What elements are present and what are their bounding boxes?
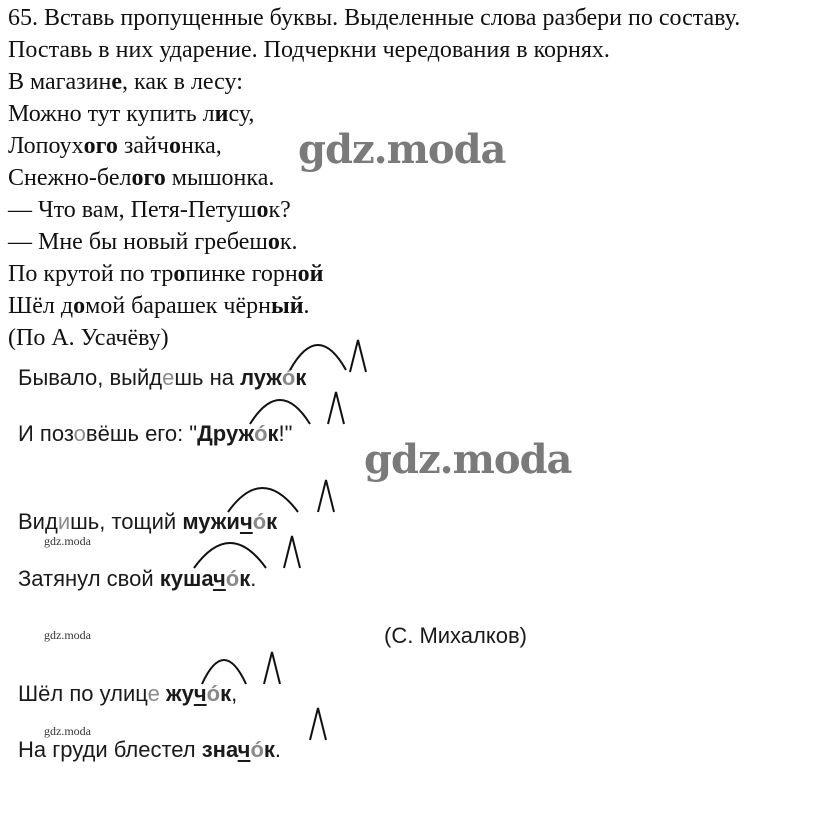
text: нка, bbox=[180, 133, 222, 159]
root-arc bbox=[228, 488, 298, 512]
text: шь на bbox=[174, 365, 241, 390]
poem1-author: (По А. Усачёву) bbox=[8, 325, 169, 351]
alternation-letter: ч bbox=[213, 566, 226, 591]
suffix-end: к bbox=[239, 566, 251, 591]
inserted-letter: ой bbox=[297, 261, 324, 287]
text: — Что вам, Петя-Петуш bbox=[8, 197, 257, 223]
text: Бывало, выйд bbox=[18, 365, 163, 390]
watermark-small: gdz.moda bbox=[44, 534, 91, 548]
text: — Мне бы новый гребеш bbox=[8, 229, 268, 255]
inserted-letter: е bbox=[147, 681, 160, 706]
suffix-caret bbox=[310, 708, 326, 740]
parsed-word-root: Друж bbox=[197, 421, 255, 446]
text: пинке горн bbox=[185, 261, 298, 287]
root-arc bbox=[290, 345, 346, 370]
text: вёшь его: " bbox=[85, 421, 198, 446]
inserted-letter: ого bbox=[83, 133, 118, 159]
parsed-word-root: луж bbox=[240, 365, 282, 390]
suffix-caret bbox=[284, 536, 300, 568]
task-title-line2: Поставь в них ударение. Подчеркни чередования в корнях. bbox=[8, 37, 610, 63]
text: к? bbox=[268, 197, 291, 223]
inserted-letter: е bbox=[111, 69, 123, 95]
root-arc bbox=[194, 543, 266, 568]
text: Лопоух bbox=[8, 133, 84, 159]
inserted-letter: ого bbox=[131, 165, 166, 191]
text: На груди блестел bbox=[18, 737, 202, 762]
text: , bbox=[231, 681, 238, 706]
text: В магазин bbox=[8, 69, 112, 95]
text: мой барашек чёрн bbox=[85, 293, 271, 319]
text: По крутой по тр bbox=[8, 261, 174, 287]
alternation-letter: ч bbox=[239, 509, 253, 534]
inserted-letter: о bbox=[168, 133, 181, 159]
text: . bbox=[303, 293, 310, 319]
inserted-letter: о bbox=[173, 261, 186, 287]
inserted-letter: и bbox=[57, 509, 71, 534]
text: И поз bbox=[18, 421, 74, 446]
suffix-end: к bbox=[267, 421, 279, 446]
text: шь, тощий bbox=[70, 509, 183, 534]
suffix-end: к bbox=[266, 509, 278, 534]
text: к. bbox=[279, 229, 298, 255]
parsed-word-root: мужи bbox=[182, 509, 240, 534]
text: Можно тут купить л bbox=[8, 101, 215, 127]
parsed-word-root: жу bbox=[165, 681, 194, 706]
suffix-vowel: ó bbox=[206, 681, 221, 706]
text: Шёл по улиц bbox=[18, 681, 148, 706]
suffix-vowel: ó bbox=[252, 509, 267, 534]
inserted-letter: ый bbox=[270, 293, 304, 319]
watermark-logo: gdz.moda bbox=[364, 436, 572, 483]
text: , как в лесу: bbox=[122, 69, 243, 95]
text: су, bbox=[228, 101, 255, 127]
text: !" bbox=[278, 421, 293, 446]
watermark-small: gdz.moda bbox=[44, 628, 91, 642]
suffix-caret bbox=[318, 480, 334, 512]
inserted-letter: о bbox=[73, 293, 86, 319]
task-title-line1: 65. Вставь пропущенные буквы. Выделенные слова разбери по составу. bbox=[8, 5, 741, 31]
inserted-letter: о bbox=[267, 229, 280, 255]
suffix-vowel: ó bbox=[281, 365, 296, 390]
suffix-vowel: ó bbox=[254, 421, 268, 446]
suffix-caret bbox=[328, 392, 344, 424]
alternation-letter: ч bbox=[237, 737, 251, 762]
parsed-word-root: куша bbox=[159, 566, 214, 591]
text: Вид bbox=[18, 509, 58, 534]
root-arc bbox=[202, 660, 246, 684]
text: зайч bbox=[117, 133, 169, 159]
inserted-letter: е bbox=[162, 365, 175, 390]
text: Шёл д bbox=[8, 293, 74, 319]
watermark-small: gdz.moda bbox=[44, 724, 91, 738]
inserted-letter: и bbox=[214, 101, 229, 127]
text: мышонка. bbox=[165, 165, 275, 191]
text: Затянул свой bbox=[18, 566, 160, 591]
suffix-vowel: ó bbox=[250, 737, 264, 762]
suffix-end: к bbox=[263, 737, 275, 762]
suffix-caret bbox=[350, 340, 366, 372]
suffix-vowel: ó bbox=[225, 566, 240, 591]
text: . bbox=[274, 737, 282, 762]
suffix-caret bbox=[264, 652, 280, 684]
root-arc bbox=[250, 400, 310, 424]
suffix-end: к bbox=[220, 681, 232, 706]
text: . bbox=[250, 566, 257, 591]
parsed-word-root: зна bbox=[201, 737, 238, 762]
inserted-letter: о bbox=[73, 421, 86, 446]
watermark-logo: gdz.moda bbox=[298, 126, 506, 173]
suffix-end: к bbox=[295, 365, 307, 390]
alternation-letter: ч bbox=[193, 681, 207, 706]
poem2-author: (С. Михалков) bbox=[384, 623, 527, 648]
inserted-letter: о bbox=[256, 197, 269, 223]
text: Снежно-бел bbox=[8, 165, 132, 191]
